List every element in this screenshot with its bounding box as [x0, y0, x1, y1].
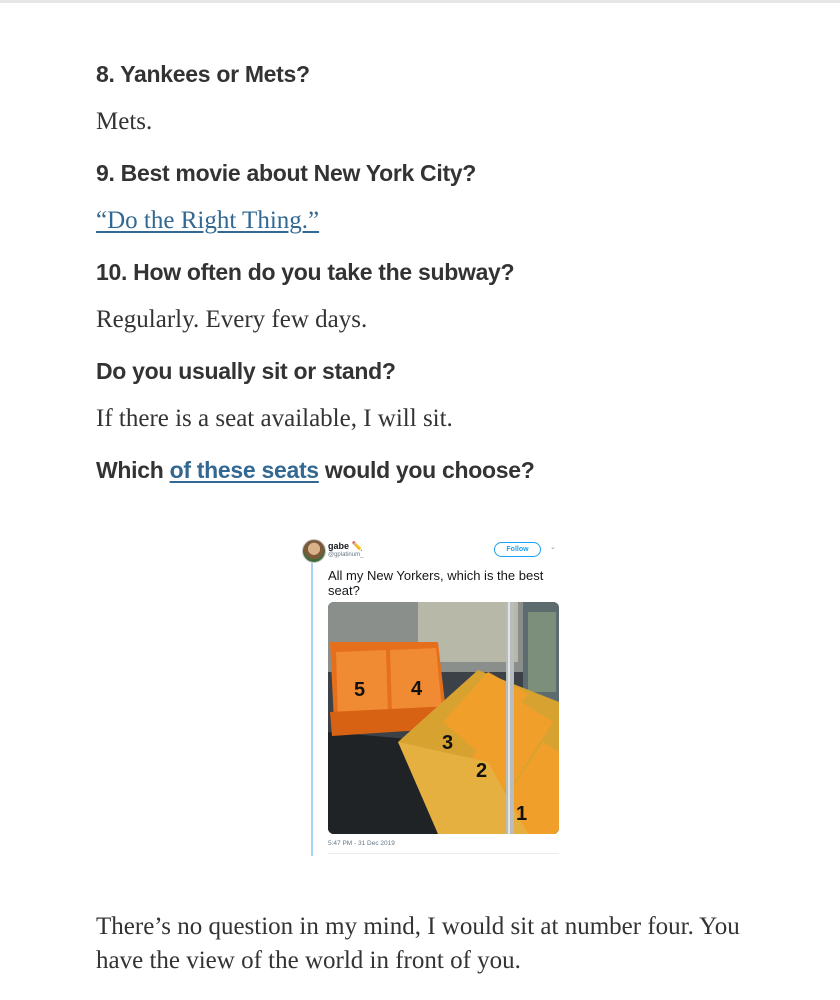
- question-sit-or-stand: Do you usually sit or stand?: [96, 358, 396, 384]
- tweet-thread-line: [311, 563, 313, 856]
- answer-sit-or-stand: If there is a seat available, I will sit.: [96, 405, 453, 432]
- answer-8: Mets.: [96, 108, 153, 135]
- seat-number-1: 1: [516, 803, 528, 825]
- question-suffix: would you choose?: [318, 457, 535, 483]
- movie-link[interactable]: “Do the Right Thing.”: [96, 207, 320, 234]
- seat-number-4: 4: [411, 678, 423, 700]
- answer-9: [96, 206, 319, 236]
- answer-10: Regularly. Every few days.: [96, 306, 368, 333]
- tweet-timestamp[interactable]: 5:47 PM - 31 Dec 2019: [328, 840, 395, 847]
- question-10: 10. How often do you take the subway?: [96, 259, 515, 285]
- top-divider: [0, 0, 840, 3]
- tweet-text: All my New Yorkers, which is the best seat?: [328, 568, 544, 598]
- question-8: 8. Yankees or Mets?: [96, 61, 310, 87]
- question-which-seat: [96, 456, 534, 484]
- seat-number-3: 3: [442, 732, 454, 754]
- closing-paragraph: There’s no question in my mind, I would sit at number four. You have the view of the world in front of you.: [96, 913, 740, 974]
- tweet-divider: [328, 853, 559, 854]
- seat-number-2: 2: [476, 760, 488, 782]
- question-prefix: Which: [96, 457, 170, 483]
- avatar[interactable]: [302, 539, 326, 563]
- embedded-tweet: [300, 537, 562, 859]
- follow-button[interactable]: Follow: [494, 542, 541, 557]
- seat-number-5: 5: [354, 679, 366, 701]
- subway-seats-photo[interactable]: [328, 602, 559, 834]
- chevron-down-icon[interactable]: ⌄: [550, 544, 556, 551]
- seats-link[interactable]: of these seats: [169, 457, 319, 483]
- question-9: 9. Best movie about New York City?: [96, 160, 477, 186]
- tweet-author-handle[interactable]: @gplatinum_: [328, 552, 364, 558]
- tweet-author-name[interactable]: gabe ✏️: [328, 541, 363, 551]
